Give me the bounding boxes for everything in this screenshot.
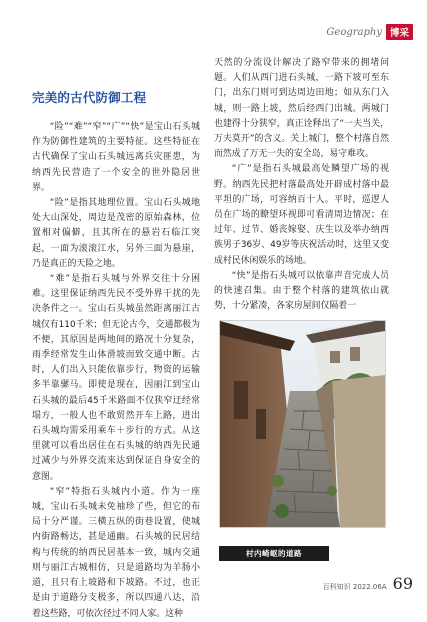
paragraph: “险”“难”“窄”“广”“快”是宝山石头城作为防御性建筑的主要特征。这些特征在古代确保了宝山石头城远离兵灾匪患，为纳西先民营造了一个安全的世外隐居世界。 — [32, 122, 200, 193]
left-column — [32, 120, 200, 622]
magazine-source: 百科知识 2022.06A — [322, 583, 387, 591]
village-path-photo — [219, 320, 386, 528]
paragraph: 天然的分流设计解决了路窄带来的拥堵问题。人们从西门进石头城，一路下坡可至东门，出东门则可到达周边田地；如从东门入城，则一路上坡，然后经西门出城。两城门也建得十分狭窄，真正诠释出了“一夫当关，万夫莫开”的含义。关上城门，整个村落自然而然成了万无一失的安全岛，易守难攻。 — [214, 58, 389, 160]
photo-illustration — [220, 321, 385, 527]
section-header — [326, 24, 413, 40]
article-title: 完美的古代防御工程 — [32, 90, 147, 105]
section-label-en: Geography — [326, 26, 382, 38]
paragraph: “险”是指其地理位置。宝山石头城地处大山深处，周边是茂密的原始森林，位置相对偏僻，且其所在的悬岩石临江突起，一面为滚滚江水，另外三面为悬崖，乃是真正的天险之地。 — [32, 198, 200, 269]
page-footer — [323, 574, 413, 593]
paragraph: “快”是指石头城可以依靠声音完成人员的快速召集。由于整个村落的建筑依山就势，十分紧凑，各家房屋间仅隔着一 — [214, 270, 389, 312]
right-column — [214, 56, 389, 314]
paragraph: “难”是指石头城与外界交往十分困难。这里保证纳西先民不受外界干扰的先决条件之一。宝山石头城虽然距离丽江古城仅有110千米；但无论古今，交通都极为不便，其原因是两地间的路况十分复杂，雨季经常发生山体滑坡而致交通中断。古时，人们出入只能依靠步行，物资的运输多半靠骡马。即使是现在，因丽江到宝山石头城的最后45千米路面不仅狭窄迂经常塌方，一般人也不敢贸然开车上路，进出石头城均需采用乘车＋步行的方式。从这里就可以看出居住在石头城的纳西先民通过减少与外界交流来达到保证自身安全的意图。 — [32, 274, 200, 482]
section-label-cn: 博采 — [386, 24, 413, 40]
page-number: 69 — [392, 574, 413, 593]
photo-caption: 村内崎岖的道路 — [219, 546, 329, 561]
paragraph: “广”是指石头城最高处鳞望广场的视野。纳西先民把村落最高处开辟成村落中最平坦的广场，可容纳百十人。平时，巡逻人员在广场的瞭望环视即可看清周边情况；在过年、过节、婚丧嫁娶、庆生以及举办纳西族男子36岁、49岁等庆祝活动时，这里又变成村民休闲娱乐的场地。 — [214, 164, 389, 266]
paragraph: “窄”特指石头城内小道。作为一座城，宝山石头城未免袖珍了些，但它的布局十分严谨。三横五纵的街巷设置，使城内街路畅达，甚是通幽。石头城的民居结构与传统的纳西民居基本一致，城内交通则与丽江古城相仿，只是道路均为羊肠小道，且只有上坡路和下坡路。不过，也正是由于道路分支极多，所以四通八达，沿着这些路，可依次径过不同人家。这种 — [32, 486, 200, 619]
